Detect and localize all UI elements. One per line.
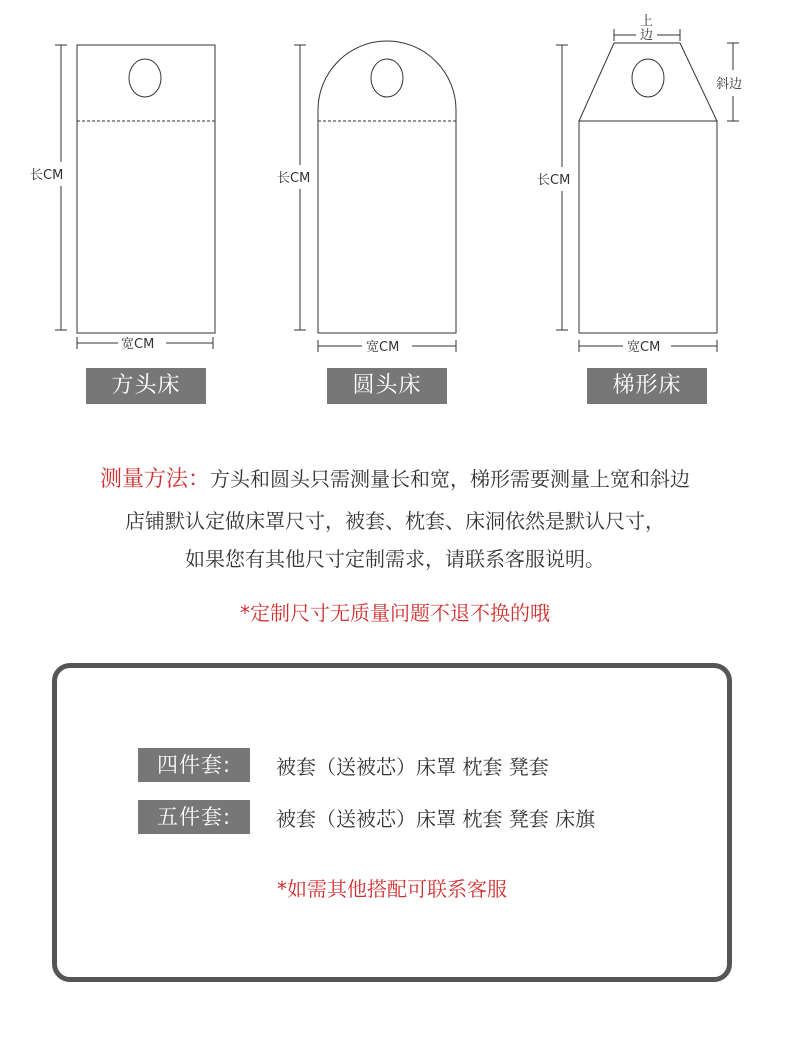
length-label: 长CM <box>277 171 311 186</box>
measurement-line-1 <box>0 464 790 495</box>
set-tag: 四件套: <box>138 748 250 782</box>
measurement-title: 测量方法： <box>99 467 210 492</box>
square-head-diagram <box>55 45 215 349</box>
set-row-four-piece <box>138 748 549 782</box>
set-tag: 五件套: <box>138 800 250 834</box>
set-row-five-piece <box>138 800 595 834</box>
shape-label-round: 圆头床 <box>327 368 447 404</box>
shape-label-square: 方头床 <box>86 368 206 404</box>
measurement-text: 方头和圆头只需测量长和宽，梯形需要测量上宽和斜边 <box>210 467 690 491</box>
top-edge-label: 边 <box>640 28 654 43</box>
measurement-line-2: 店铺默认定做床罩尺寸，被套、枕套、床洞依然是默认尺寸， <box>125 509 665 533</box>
shape-label-trapezoid: 梯形床 <box>587 368 707 404</box>
top-edge-label: 上 <box>640 14 654 29</box>
no-return-warning: *定制尺寸无质量问题不退不换的哦 <box>240 601 550 625</box>
set-items: 被套（送被芯）床罩 枕套 凳套 <box>276 754 549 779</box>
length-label: 长CM <box>537 173 571 188</box>
set-options-box <box>52 663 732 982</box>
measurement-line-3: 如果您有其他尺寸定制需求，请联系客服说明。 <box>185 547 605 571</box>
contact-service-note: *如需其他搭配可联系客服 <box>277 877 507 901</box>
set-items: 被套（送被芯）床罩 枕套 凳套 床旗 <box>276 806 596 831</box>
width-label: 宽CM <box>121 337 155 352</box>
width-label: 宽CM <box>366 340 400 355</box>
width-label: 宽CM <box>627 340 661 355</box>
slant-edge-label: 斜边 <box>716 77 743 92</box>
length-label: 长CM <box>30 168 64 183</box>
trapezoid-diagram <box>556 29 739 352</box>
round-head-diagram <box>294 41 456 352</box>
bed-shape-diagrams <box>0 0 790 420</box>
